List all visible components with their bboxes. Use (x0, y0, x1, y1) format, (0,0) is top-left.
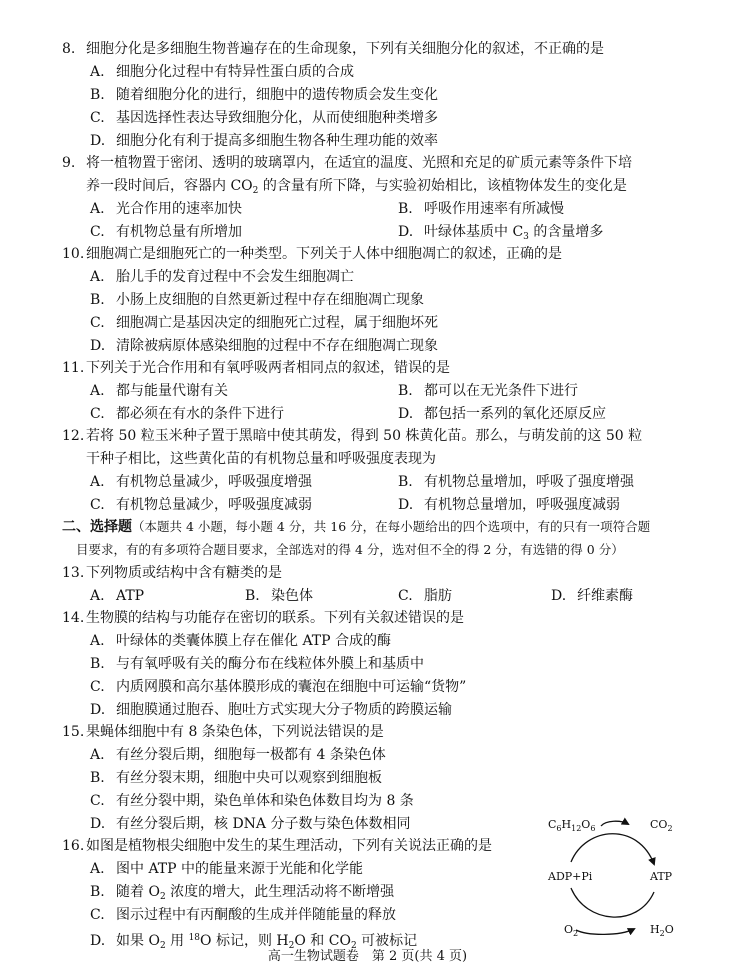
q15-option-d: D. 有丝分裂后期，核 DNA 分子数与染色体数相同 (90, 816, 411, 832)
glucose-to-co2-arrow (601, 821, 628, 826)
q9-option-b: B. 呼吸作用速率有所减慢 (398, 201, 564, 217)
q11-stem: 11. 下列关于光合作用和有氧呼吸两者相同点的叙述，错误的是 (62, 360, 450, 376)
q15-option-b: B. 有丝分裂末期，细胞中央可以观察到细胞板 (90, 770, 382, 786)
respiration-cycle-diagram (546, 812, 696, 942)
adp-pi-label: ADP+Pi (548, 870, 593, 883)
q15-option-c: C. 有丝分裂中期，染色单体和染色体数目均为 8 条 (90, 793, 414, 809)
q10-stem: 10. 细胞凋亡是细胞死亡的一种类型。下列关于人体中细胞凋亡的叙述，正确的是 (62, 246, 562, 262)
q12-option-d: D. 有机物总量增加，呼吸强度减弱 (398, 497, 620, 513)
section-2-heading: 二、选择题（本题共 4 小题，每小题 4 分，共 16 分，在每小题给出的四个选项中，有的只有一项符合题 (62, 519, 651, 535)
q8-option-c: C. 基因选择性表达导致细胞分化，从而使细胞种类增多 (90, 110, 438, 126)
q12-stem-cont: 干种子相比，这些黄化苗的有机物总量和呼吸强度表现为 (86, 451, 436, 467)
q13-option-c: C. 脂肪 (398, 588, 452, 604)
q13-option-d: D. 纤维素酶 (551, 588, 633, 604)
q11-option-b: B. 都可以在无光条件下进行 (398, 383, 578, 399)
page-footer: 高一生物试题卷 第 2 页(共 4 页) (267, 949, 468, 964)
q8-stem: 8. 细胞分化是多细胞生物普遍存在的生命现象，下列有关细胞分化的叙述，不正确的是 (62, 41, 604, 57)
q16-stem: 16. 如图是植物根尖细胞中发生的某生理活动，下列有关说法正确的是 (62, 838, 492, 854)
lower-arc (571, 888, 654, 917)
q10-option-b: B. 小肠上皮细胞的自然更新过程中存在细胞凋亡现象 (90, 292, 424, 308)
q14-option-b: B. 与有氧呼吸有关的酶分布在线粒体外膜上和基质中 (90, 656, 424, 672)
q15-stem: 15. 果蝇体细胞中有 8 条染色体，下列说法错误的是 (62, 724, 384, 740)
q14-option-a: A. 叶绿体的类囊体膜上存在催化 ATP 合成的酶 (90, 633, 392, 649)
q14-option-c: C. 内质网膜和高尔基体膜形成的囊泡在细胞中可运输“货物” (90, 679, 467, 695)
adp-to-atp-arc (571, 834, 654, 864)
q11-option-c: C. 都必须在有水的条件下进行 (90, 406, 284, 422)
q16-option-b: B. 随着 $O_2$ 浓度的增大，此生理活动将不断增强 (90, 884, 395, 902)
q13-option-b: B. 染色体 (245, 588, 313, 604)
q9-option-c: C. 有机物总量有所增加 (90, 224, 242, 240)
q11-option-a: A. 都与能量代谢有关 (90, 383, 228, 399)
co2-label: $CO_2$ (650, 818, 673, 833)
atp-label: ATP (650, 870, 673, 883)
h2o-label: $H_2O$ (650, 923, 674, 938)
q16-option-c: C. 图示过程中有丙酮酸的生成并伴随能量的释放 (90, 907, 396, 923)
q14-option-d: D. 细胞膜通过胞吞、胞吐方式实现大分子物质的跨膜运输 (90, 702, 452, 718)
q12-option-b: B. 有机物总量增加，呼吸了强度增强 (398, 474, 634, 490)
q15-option-a: A. 有丝分裂后期，细胞每一极都有 4 条染色体 (90, 747, 386, 763)
o2-to-h2o-arrow (576, 929, 634, 934)
q13-option-a: A. ATP (90, 588, 145, 604)
q9-stem: 9. 将一植物置于密闭、透明的玻璃罩内，在适宜的温度、光照和充足的矿质元素等条件下培 (62, 155, 632, 171)
q14-stem: 14. 生物膜的结构与功能存在密切的联系。下列有关叙述错误的是 (62, 610, 464, 626)
q12-option-a: A. 有机物总量减少，呼吸强度增强 (90, 474, 312, 490)
q8-option-b: B. 随着细胞分化的进行，细胞中的遗传物质会发生变化 (90, 87, 438, 103)
q13-stem: 13. 下列物质或结构中含有糖类的是 (62, 565, 282, 581)
q8-option-d: D. 细胞分化有利于提高多细胞生物各种生理功能的效率 (90, 133, 438, 149)
q10-option-a: A. 胎儿手的发育过程中不会发生细胞凋亡 (90, 269, 354, 285)
q12-option-c: C. 有机物总量减少，呼吸强度减弱 (90, 497, 312, 513)
q9-option-a: A. 光合作用的速率加快 (90, 201, 242, 217)
q9-option-d: D. 叶绿体基质中 $C_3$ 的含量增多 (398, 224, 604, 242)
glucose-label: $C_6H_{12}O_6$ (548, 818, 596, 833)
q10-option-d: D. 清除被病原体感染细胞的过程中不存在细胞凋亡现象 (90, 338, 438, 354)
q16-option-d: D. 如果 $O_2$ 用 $^{18}$O 标记，则 $H_2O$ 和 $CO_2$ 可被标记 (90, 933, 418, 951)
q8-option-a: A. 细胞分化过程中有特异性蛋白质的合成 (90, 64, 354, 80)
o2-label: $O_2$ (564, 923, 579, 938)
q10-option-c: C. 细胞凋亡是基因决定的细胞死亡过程，属于细胞坏死 (90, 315, 438, 331)
section-2-note: 目要求，有的有多项符合题目要求，全部选对的得 4 分，选对但不全的得 2 分，有选错的得 0 分） (76, 542, 624, 557)
q12-stem: 12. 若将 50 粒玉米种子置于黑暗中使其萌发，得到 50 株黄化苗。那么，与萌发前的这 50 粒 (62, 428, 643, 444)
q16-option-a: A. 图中 ATP 中的能量来源于光能和化学能 (90, 861, 364, 877)
q9-stem-cont: 养一段时间后，容器内 $CO_2$ 的含量有所下降，与实验初始相比，该植物体发生的变化是 (86, 178, 627, 196)
q11-option-d: D. 都包括一系列的氧化还原反应 (398, 406, 606, 422)
